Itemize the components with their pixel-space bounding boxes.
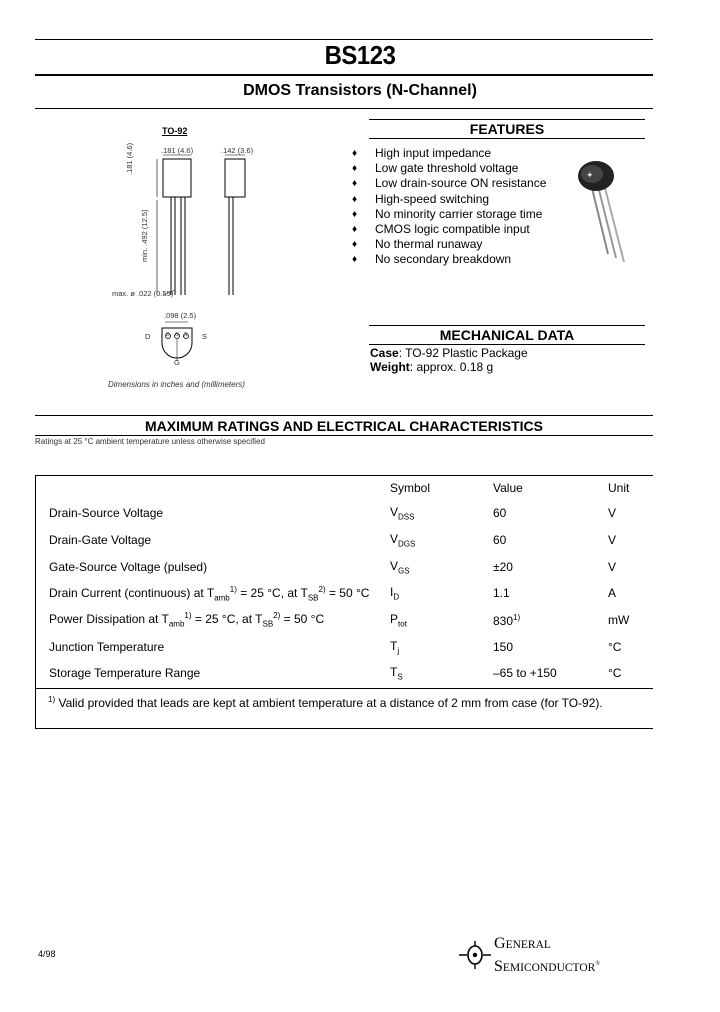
package-body-side (225, 159, 245, 197)
symbol-cell: $I_D$ (390, 585, 400, 602)
pin-circle-s: S (184, 332, 188, 338)
dimensions-note: Dimensions in inches and (millimeters) (108, 380, 245, 389)
table-row (35, 607, 653, 634)
feature-text: High-speed switching (375, 191, 490, 206)
dim-lead-length: min. .492 (12.5) (140, 209, 149, 262)
features-top-rule (369, 119, 645, 120)
symbol-cell: $V_{DGS}$ (390, 531, 416, 549)
weight-value: : approx. 0.18 g (409, 360, 494, 374)
pin-s-label: S (202, 332, 208, 341)
col-symbol-header: Symbol (390, 481, 431, 495)
bullet-icon: ♦ (352, 178, 358, 190)
bullet-icon: ♦ (352, 163, 358, 175)
bullet-icon: ♦ (352, 208, 358, 220)
mechanical-data (370, 346, 528, 374)
features-bottom-rule (369, 138, 645, 139)
feature-item (352, 207, 546, 222)
footnote-top-rule (35, 688, 653, 689)
transistor-image (572, 158, 637, 266)
value-cell: 60 (493, 533, 507, 548)
mech-bottom-rule (369, 344, 645, 345)
company-line-1: GENERAL (494, 935, 551, 952)
param-cell: Storage Temperature Range (49, 666, 201, 681)
param-cell: Drain Current (continuous) at $T_{amb}^{1)} = 25$ °C, at $T_{SB}^{2)} = 50$ °C (49, 584, 370, 603)
package-drawing (110, 135, 280, 370)
bullet-icon: ♦ (352, 148, 358, 159)
dim-body-width: .181 (4.6) (161, 146, 194, 155)
bullet-icon: ♦ (352, 193, 358, 205)
feature-text: No secondary breakdown (375, 252, 512, 267)
unit-cell: °C (608, 666, 622, 681)
unit-cell: mW (608, 613, 630, 628)
param-cell: Gate-Source Voltage (pulsed) (49, 559, 208, 574)
svg-text:✦: ✦ (586, 171, 594, 181)
title-rule (35, 74, 653, 76)
mech-top-rule (369, 325, 645, 326)
case-line (370, 346, 528, 360)
table-row (35, 553, 653, 580)
ratings-heading: MAXIMUM RATINGS AND ELECTRICAL CHARACTERISTICS (145, 418, 543, 434)
feature-text: High input impedance (375, 146, 492, 160)
table-header-row (35, 476, 653, 500)
pin-d-label: D (145, 332, 151, 341)
symbol-cell: $P_{tot}$ (390, 611, 407, 629)
pin-g-label: G (174, 358, 180, 367)
bullet-icon: ♦ (352, 254, 358, 266)
value-cell: 1.1 (493, 586, 510, 601)
features-heading: FEATURES (469, 121, 545, 137)
feature-item (352, 252, 546, 267)
symbol-cell: $T_j$ (390, 638, 400, 655)
feature-text: No minority carrier storage time (375, 206, 543, 221)
feature-item (352, 237, 546, 252)
weight-line (370, 360, 528, 374)
unit-cell: V (608, 559, 617, 574)
col-unit-header: Unit (608, 481, 630, 495)
feature-item (352, 192, 546, 207)
company-line-2: SEMICONDUCTOR® (494, 958, 600, 975)
value-cell: 830$^{1)}$ (493, 612, 521, 628)
value-cell: –65 to +150 (493, 666, 557, 681)
col-value-header: Value (493, 481, 523, 495)
dim-pin-pitch: .098 (2.5) (164, 311, 197, 320)
table-row (35, 660, 653, 687)
feature-text: Low gate threshold voltage (375, 161, 519, 176)
feature-item (352, 176, 546, 191)
package-label: TO-92 (162, 126, 188, 136)
ratings-heading-rule (35, 435, 653, 436)
unit-cell: V (608, 533, 617, 548)
case-value: : TO-92 Plastic Package (398, 346, 528, 360)
weight-label: Weight (370, 360, 410, 374)
table-row (35, 527, 653, 554)
bullet-icon: ♦ (352, 223, 358, 235)
unit-cell: A (608, 586, 617, 601)
symbol-cell: $V_{GS}$ (390, 558, 410, 575)
feature-text: No thermal runaway (375, 237, 483, 252)
dim-lead-diameter: max. ø .022 (0.55) (112, 289, 174, 298)
revision-date: 4/98 (38, 949, 56, 959)
value-cell: 60 (493, 506, 507, 521)
table-row (35, 580, 653, 607)
value-cell: ±20 (493, 559, 513, 574)
page-subtitle: DMOS Transistors (N-Channel) (243, 82, 477, 99)
unit-cell: °C (608, 639, 622, 654)
param-cell: Drain-Source Voltage (49, 506, 164, 521)
registered-mark: ® (595, 961, 600, 967)
param-cell: Drain-Gate Voltage (49, 533, 152, 548)
feature-item (352, 146, 546, 161)
company-logo-icon (457, 938, 493, 972)
feature-item (352, 222, 546, 237)
feature-item (352, 161, 546, 176)
param-cell: Power Dissipation at $T_{amb}^{1)} = 25$ °C, at $T_{SB}^{2)} = 50$ °C (49, 611, 325, 629)
unit-cell: V (608, 506, 617, 521)
pin-circle-d: D (166, 332, 170, 338)
param-cell: Junction Temperature (49, 639, 165, 654)
bullet-icon: ♦ (352, 239, 358, 251)
symbol-cell: $T_S$ (390, 665, 403, 682)
table-row (35, 633, 653, 660)
company-name (494, 934, 600, 978)
subtitle-rule (35, 108, 653, 109)
feature-text: Low drain-source ON resistance (375, 176, 547, 191)
dim-body-height: .181 (4.6) (125, 142, 134, 175)
symbol-cell: $V_{DSS}$ (390, 505, 415, 522)
table-bottom-rule (35, 728, 653, 729)
value-cell: 150 (493, 639, 514, 654)
table-row (35, 500, 653, 527)
table-footnote: $^{1)}$ Valid provided that leads are kept at ambient temperature at a distance of 2 mm from case (for TO-92). (48, 695, 603, 710)
ratings-table (35, 476, 653, 687)
mechanical-heading: MECHANICAL DATA (439, 327, 575, 343)
package-body-front (163, 159, 191, 197)
ratings-note: Ratings at 25 °C ambient temperature unless otherwise specified (35, 437, 265, 446)
pin-circle-g: G (175, 332, 179, 338)
features-list (352, 146, 546, 268)
ratings-top-rule (35, 415, 653, 416)
dim-side-width: .142 (3.6) (221, 146, 254, 155)
page-title: BS123 (324, 40, 396, 70)
case-label: Case (370, 346, 399, 360)
feature-text: CMOS logic compatible input (375, 221, 530, 236)
